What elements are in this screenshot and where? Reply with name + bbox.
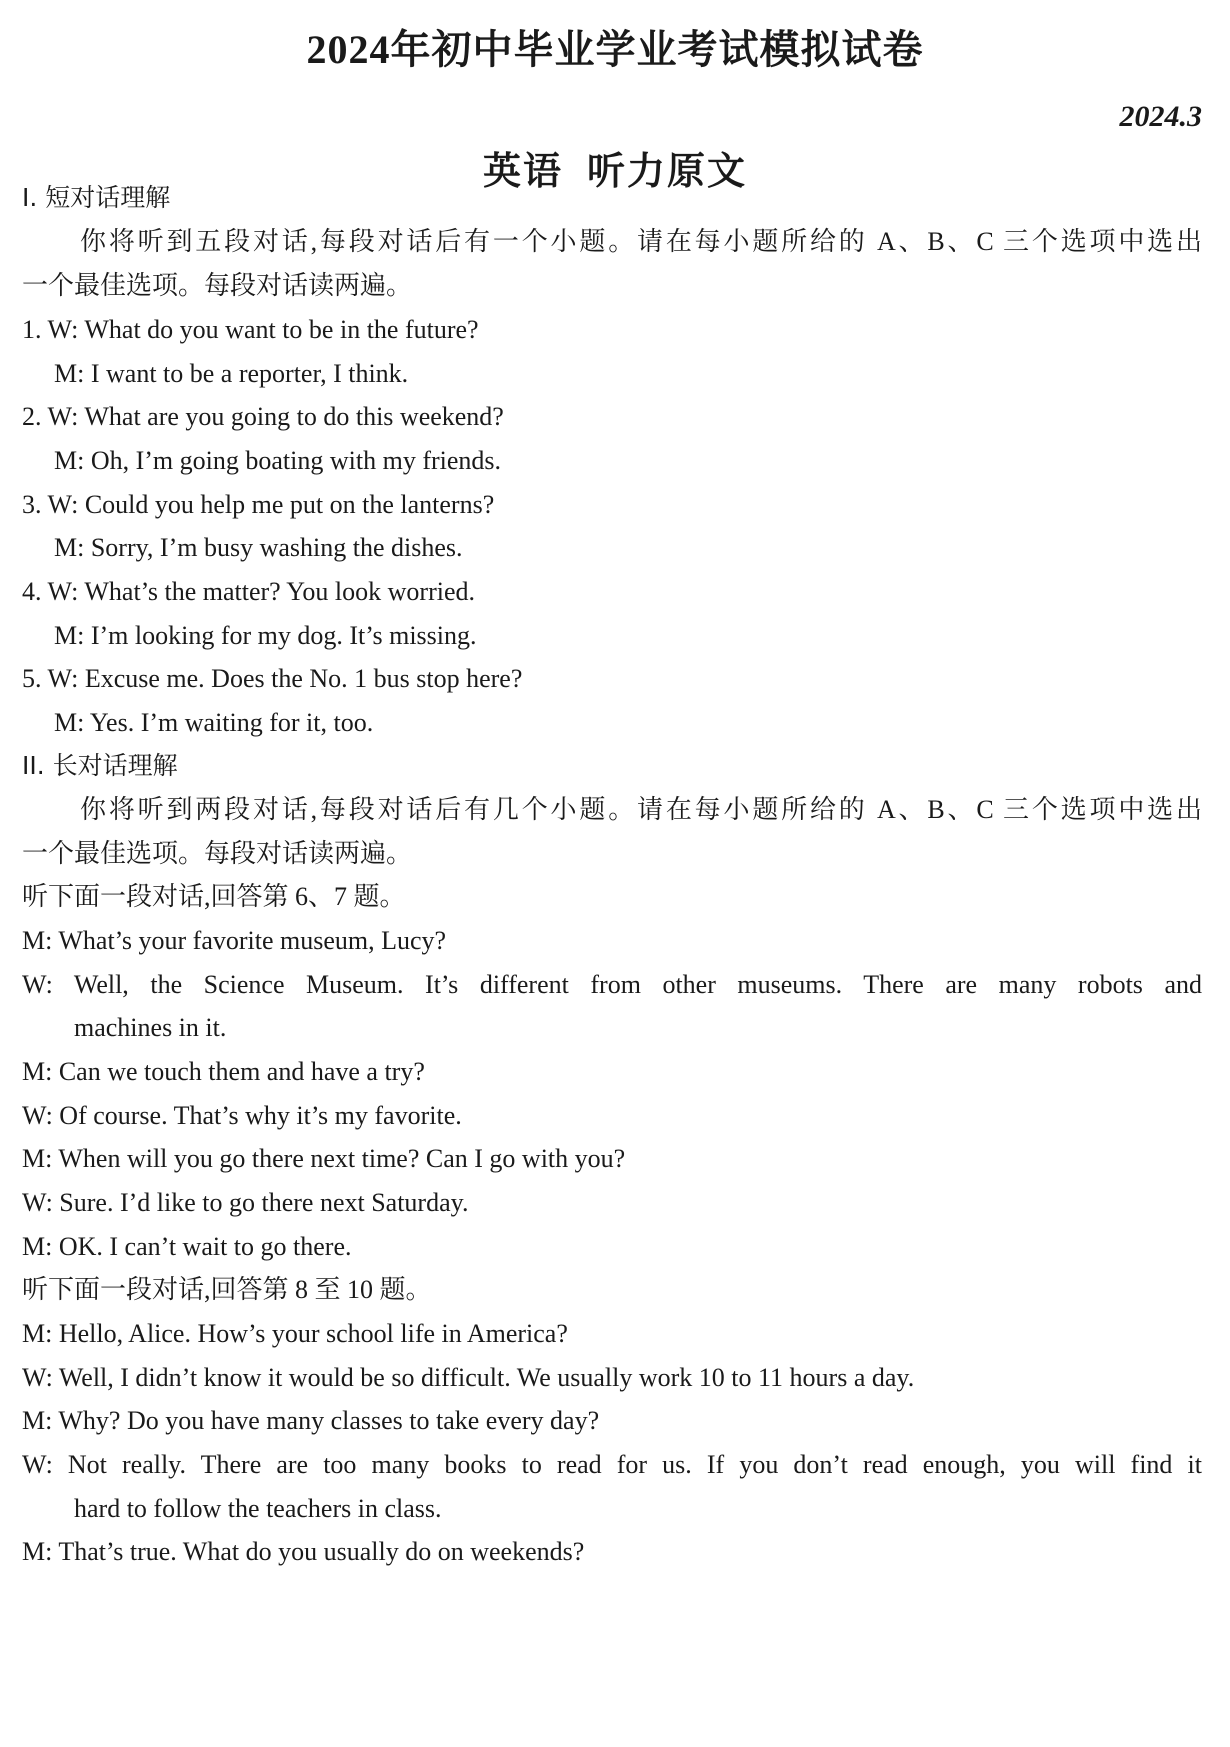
section2-instruction-line2: 一个最佳选项。每段对话读两遍。 xyxy=(22,839,413,868)
page-title: 2024年初中毕业学业考试模拟试卷 xyxy=(306,27,924,72)
dialogue-line: M: Hello, Alice. How’s your school life in America? xyxy=(22,1319,568,1348)
subtitle-subject: 英语 xyxy=(482,151,563,193)
exam-date: 2024.3 xyxy=(1119,100,1202,133)
dialogue-line: M: When will you go there next time? Can I go with you? xyxy=(22,1144,626,1173)
section2-instruction-line1: 你将听到两段对话,每段对话后有几个小题。请在每小题所给的 A、B、C 三个选项中选出 xyxy=(80,795,1202,824)
dialogue-line: 1. W: What do you want to be in the future? xyxy=(22,315,479,344)
section1-instruction-line1: 你将听到五段对话,每段对话后有一个小题。请在每小题所给的 A、B、C 三个选项中选出 xyxy=(80,227,1202,256)
dialogue-line: W: Well, the Science Museum. It’s different from other museums. There are many robots and xyxy=(22,970,1202,999)
subtitle-type: 听力原文 xyxy=(587,151,748,193)
dialogue-line-continuation: hard to follow the teachers in class. xyxy=(74,1494,442,1523)
dialogue-line: M: Yes. I’m waiting for it, too. xyxy=(54,708,374,737)
section1-instruction-line2: 一个最佳选项。每段对话读两遍。 xyxy=(22,271,413,300)
dialogue-line: 2. W: What are you going to do this weekend? xyxy=(22,402,504,431)
dialogue-line: 5. W: Excuse me. Does the No. 1 bus stop here? xyxy=(22,664,523,693)
dialogue-line: M: Why? Do you have many classes to take every day? xyxy=(22,1406,600,1435)
dialogue-line: 4. W: What’s the matter? You look worried. xyxy=(22,577,476,606)
dialogue-intro: 听下面一段对话,回答第 8 至 10 题。 xyxy=(22,1275,432,1304)
dialogue-line: M: OK. I can’t wait to go there. xyxy=(22,1232,352,1261)
dialogue-intro: 听下面一段对话,回答第 6、7 题。 xyxy=(22,882,406,911)
dialogue-line: 3. W: Could you help me put on the lanterns? xyxy=(22,490,495,519)
section-heading-short-dialogues: I. 短对话理解 xyxy=(22,183,171,212)
dialogue-line: W: Sure. I’d like to go there next Saturday. xyxy=(22,1188,469,1217)
dialogue-line: M: I’m looking for my dog. It’s missing. xyxy=(54,621,477,650)
dialogue-line: M: I want to be a reporter, I think. xyxy=(54,359,409,388)
dialogue-line-continuation: machines in it. xyxy=(74,1013,227,1042)
dialogue-line: M: Can we touch them and have a try? xyxy=(22,1057,425,1086)
dialogue-line: M: That’s true. What do you usually do on weekends? xyxy=(22,1537,585,1566)
dialogue-line: W: Well, I didn’t know it would be so difficult. We usually work 10 to 11 hours a day. xyxy=(22,1363,915,1392)
dialogue-line: M: Sorry, I’m busy washing the dishes. xyxy=(54,533,463,562)
dialogue-line: M: Oh, I’m going boating with my friends. xyxy=(54,446,502,475)
dialogue-line: W: Not really. There are too many books to read for us. If you don’t read enough, you will find it xyxy=(22,1450,1202,1479)
dialogue-line: W: Of course. That’s why it’s my favorite. xyxy=(22,1101,462,1130)
section-heading-long-dialogues: II. 长对话理解 xyxy=(22,751,178,780)
dialogue-line: M: What’s your favorite museum, Lucy? xyxy=(22,926,447,955)
